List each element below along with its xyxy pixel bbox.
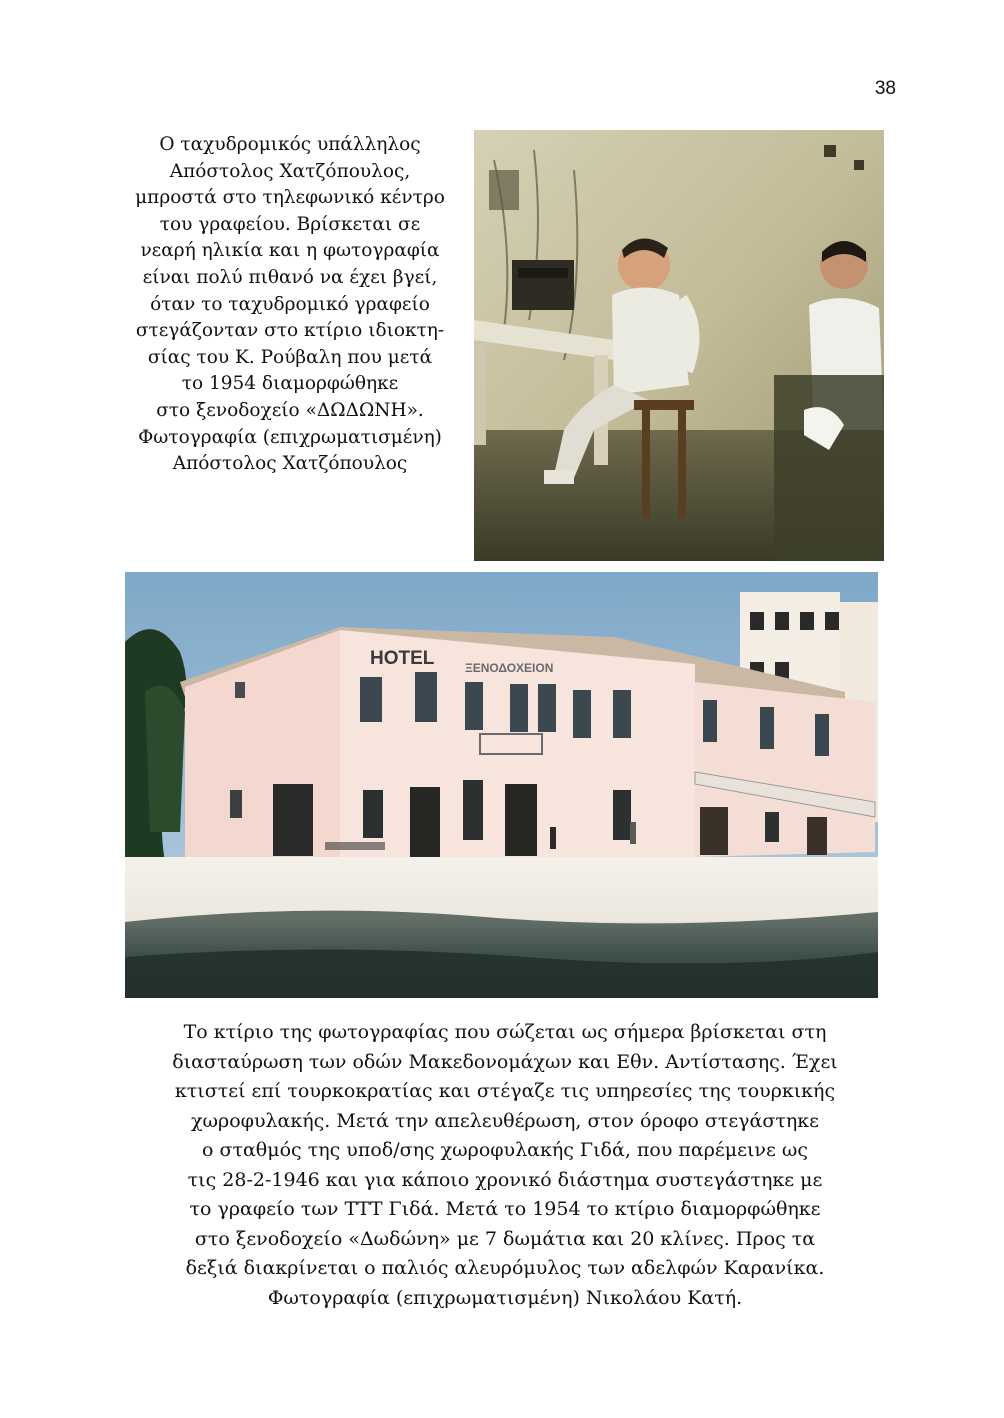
caption-line: ο σταθμός της υποδ/σης χωροφυλακής Γιδά, που παρέμεινε ως bbox=[202, 1139, 808, 1161]
caption-line: το γραφείο των ΤΤΤ Γιδά. Μετά το 1954 το κτίριο διαμορφώθηκε bbox=[189, 1198, 821, 1220]
caption-line: μπροστά στο τηλεφωνικό κέντρο bbox=[135, 187, 445, 209]
caption-line: του γραφείου. Βρίσκεται σε bbox=[159, 213, 421, 235]
caption-line: τις 28-2-1946 και για κάποιο χρονικό διάστημα συστεγάστηκε με bbox=[187, 1168, 823, 1191]
caption-line: Ο ταχυδρομικός υπάλληλος bbox=[159, 134, 421, 155]
caption-line: δεξιά διακρίνεται ο παλιός αλευρόμυλος των αδελφών Καρανίκα. bbox=[185, 1257, 825, 1279]
hotel-sign-greek: ΞΕΝΟΔΟΧΕΙΟΝ bbox=[465, 661, 554, 675]
hotel-photo bbox=[125, 572, 878, 998]
caption-line: το 1954 διαμορφώθηκε bbox=[181, 373, 399, 395]
page-number: 38 bbox=[874, 78, 896, 99]
caption-line: χωροφυλακής. Μετά την απελευθέρωση, στον όροφο στεγάστηκε bbox=[191, 1109, 819, 1132]
caption-line: Το κτίριο της φωτογραφίας που σώζεται ως σήμερα βρίσκεται στη bbox=[183, 1021, 827, 1043]
switchboard-photo bbox=[474, 130, 884, 561]
caption-line: όταν το ταχυδρομικό γραφείο bbox=[150, 293, 430, 315]
caption-line: στεγάζονταν στο κτίριο ιδιοκτη- bbox=[135, 320, 445, 342]
hotel-photo-caption bbox=[110, 1018, 900, 1313]
caption-line: σίας του Κ. Ρούβαλη που μετά bbox=[147, 346, 433, 368]
caption-line: νεαρή ηλικία και η φωτογραφία bbox=[140, 240, 440, 262]
top-photo-caption bbox=[112, 132, 468, 478]
caption-line: στο ξενοδοχείο «ΔΩΔΩΝΗ». bbox=[156, 399, 424, 421]
caption-line: Απόστολος Χατζόπουλος bbox=[172, 453, 408, 475]
switchboard-photo-illustration bbox=[474, 130, 884, 561]
caption-line: είναι πολύ πιθανό να έχει βγεί, bbox=[142, 266, 438, 288]
caption-line: στο ξενοδοχείο «Δωδώνη» με 7 δωμάτια και 20 κλίνες. Προς τα bbox=[194, 1227, 816, 1250]
caption-line: Φωτογραφία (επιχρωματισμένη) Νικολάου Κατή. bbox=[267, 1286, 743, 1309]
caption-line: Φωτογραφία (επιχρωματισμένη) bbox=[138, 426, 442, 448]
hotel-sign-latin: HOTEL bbox=[370, 648, 435, 669]
caption-line: Απόστολος Χατζόπουλος, bbox=[169, 160, 411, 182]
caption-line: διασταύρωση των οδών Μακεδονομάχων και Εθν. Αντίστασης. Έχει bbox=[172, 1050, 838, 1073]
hotel-photo-illustration bbox=[125, 572, 878, 998]
caption-line: κτιστεί επί τουρκοκρατίας και στέγαζε τις υπηρεσίες της τουρκικής bbox=[174, 1080, 836, 1102]
